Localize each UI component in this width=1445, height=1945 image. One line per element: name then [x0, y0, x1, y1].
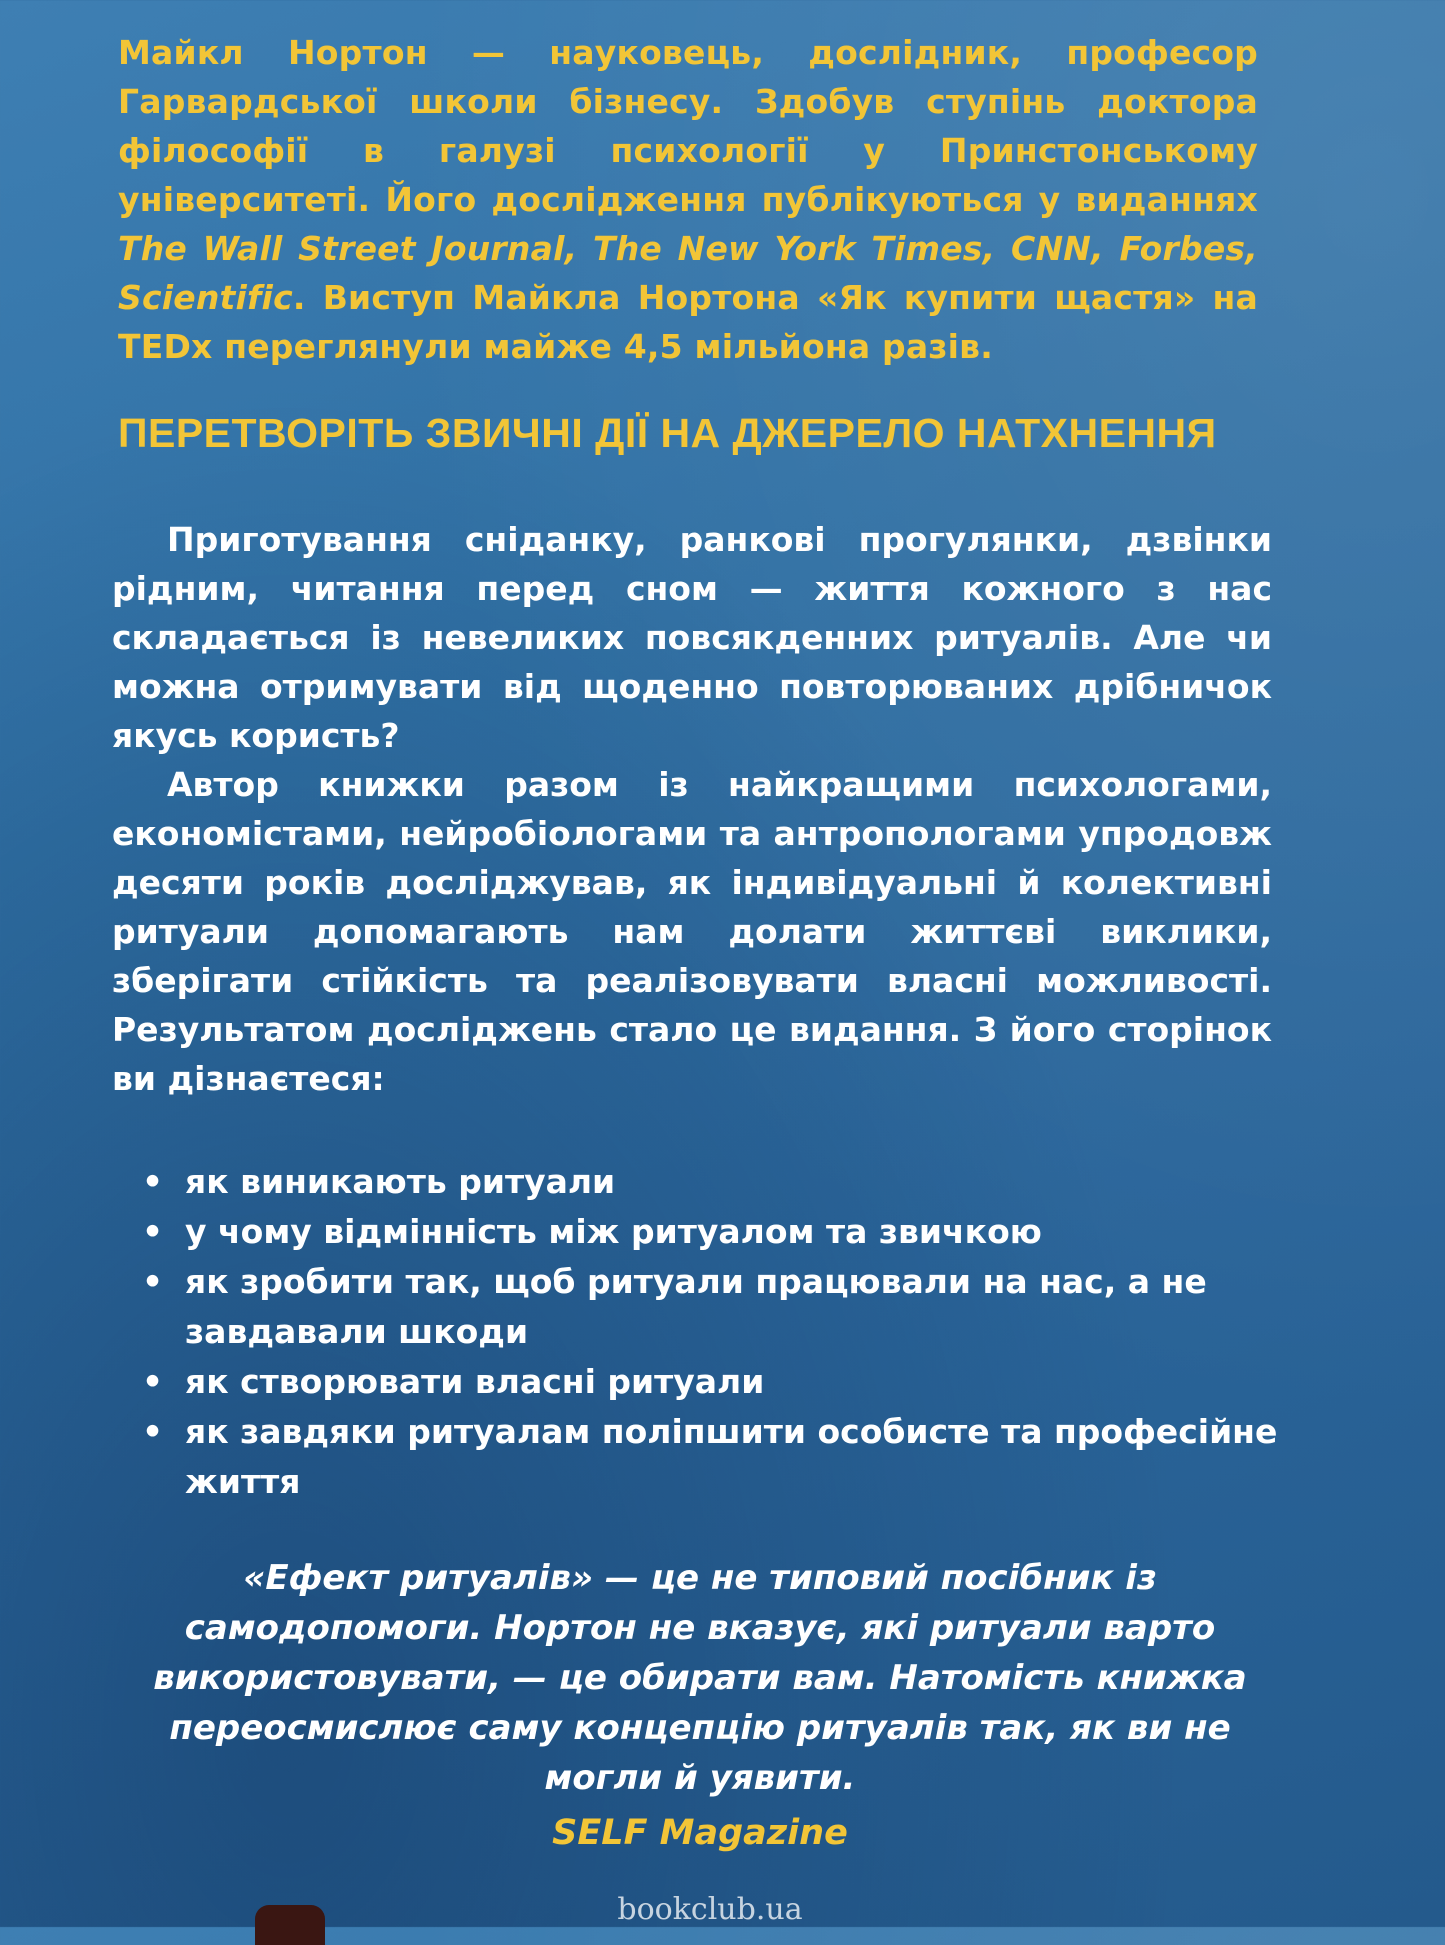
list-item-text: як виникають ритуали: [185, 1162, 616, 1201]
author-bio-text-2: . Виступ Майкла Нортона «Як купити щастя» на TEDx переглянули майже 4,5 мільйона разів.: [118, 278, 1258, 366]
list-item-text: як завдяки ритуалам поліпшити особисте та професійне життя: [185, 1412, 1278, 1501]
list-item: [140, 1407, 1290, 1507]
list-item: [140, 1207, 1290, 1257]
review-quote: «Ефект ритуалів» — це не типовий посібник із самодопомоги. Нортон не вказує, які ритуали варто використовувати, — це обирати вам. Натомість книжка переосмислює саму концепцію ритуалів так, як ви не могли й уявити.: [153, 1558, 1247, 1798]
list-item: [140, 1357, 1290, 1407]
author-name: Майкл Нортон —: [118, 33, 506, 72]
description-paragraph: Автор книжки разом із найкращими психологами, економістами, нейробіологами та антропологами упродовж десяти років досліджував, як індивідуальні й колективні ритуали допомагають нам долати життєві виклики, зберігати стійкість та реалізовувати власні можливості. Результатом досліджень стало це видання. З його сторінок ви дізнаєтеся:: [112, 765, 1272, 1098]
bullet-icon: •: [142, 1362, 164, 1401]
bullet-icon: •: [142, 1262, 164, 1301]
publisher-site: bookclub.ua: [617, 1892, 803, 1927]
description: [112, 515, 1272, 1103]
description-paragraph: Приготування сніданку, ранкові прогулянки, дзвінки рідним, читання перед сном — життя кожного з нас складається із невеликих повсякденних ритуалів. Але чи можна отримувати від щоденно повторюваних дрібничок якусь користь?: [112, 520, 1272, 755]
list-item-text: у чому відмінність між ритуалом та звичкою: [185, 1212, 1042, 1251]
section-heading: ПЕРЕТВОРІТЬ ЗВИЧНІ ДІЇ НА ДЖЕРЕЛО НАТХНЕННЯ: [118, 410, 1217, 456]
author-bio-publications: The Wall Street Journal, The New York Times, CNN, Forbes, Scientific: [118, 229, 1258, 317]
list-item-text: як зробити так, щоб ритуали працювали на нас, а не завдавали шкоди: [185, 1262, 1207, 1351]
review-source: SELF Magazine: [552, 1813, 848, 1853]
list-item-text: як створювати власні ритуали: [185, 1362, 765, 1401]
bullet-list: [140, 1157, 1290, 1507]
author-bio-text-1: науковець, дослідник, професор Гарвардської школи бізнесу. Здобув ступінь доктора філософії в галузі психології у Принстонському університеті. Його дослідження публікуються у виданнях: [118, 33, 1258, 219]
bullet-icon: •: [142, 1212, 164, 1251]
bullet-icon: •: [142, 1162, 164, 1201]
cover-corner-mark: [255, 1905, 325, 1945]
author-bio: [118, 28, 1258, 371]
list-item: [140, 1257, 1290, 1357]
bullet-icon: •: [142, 1412, 164, 1451]
list-item: [140, 1157, 1290, 1207]
